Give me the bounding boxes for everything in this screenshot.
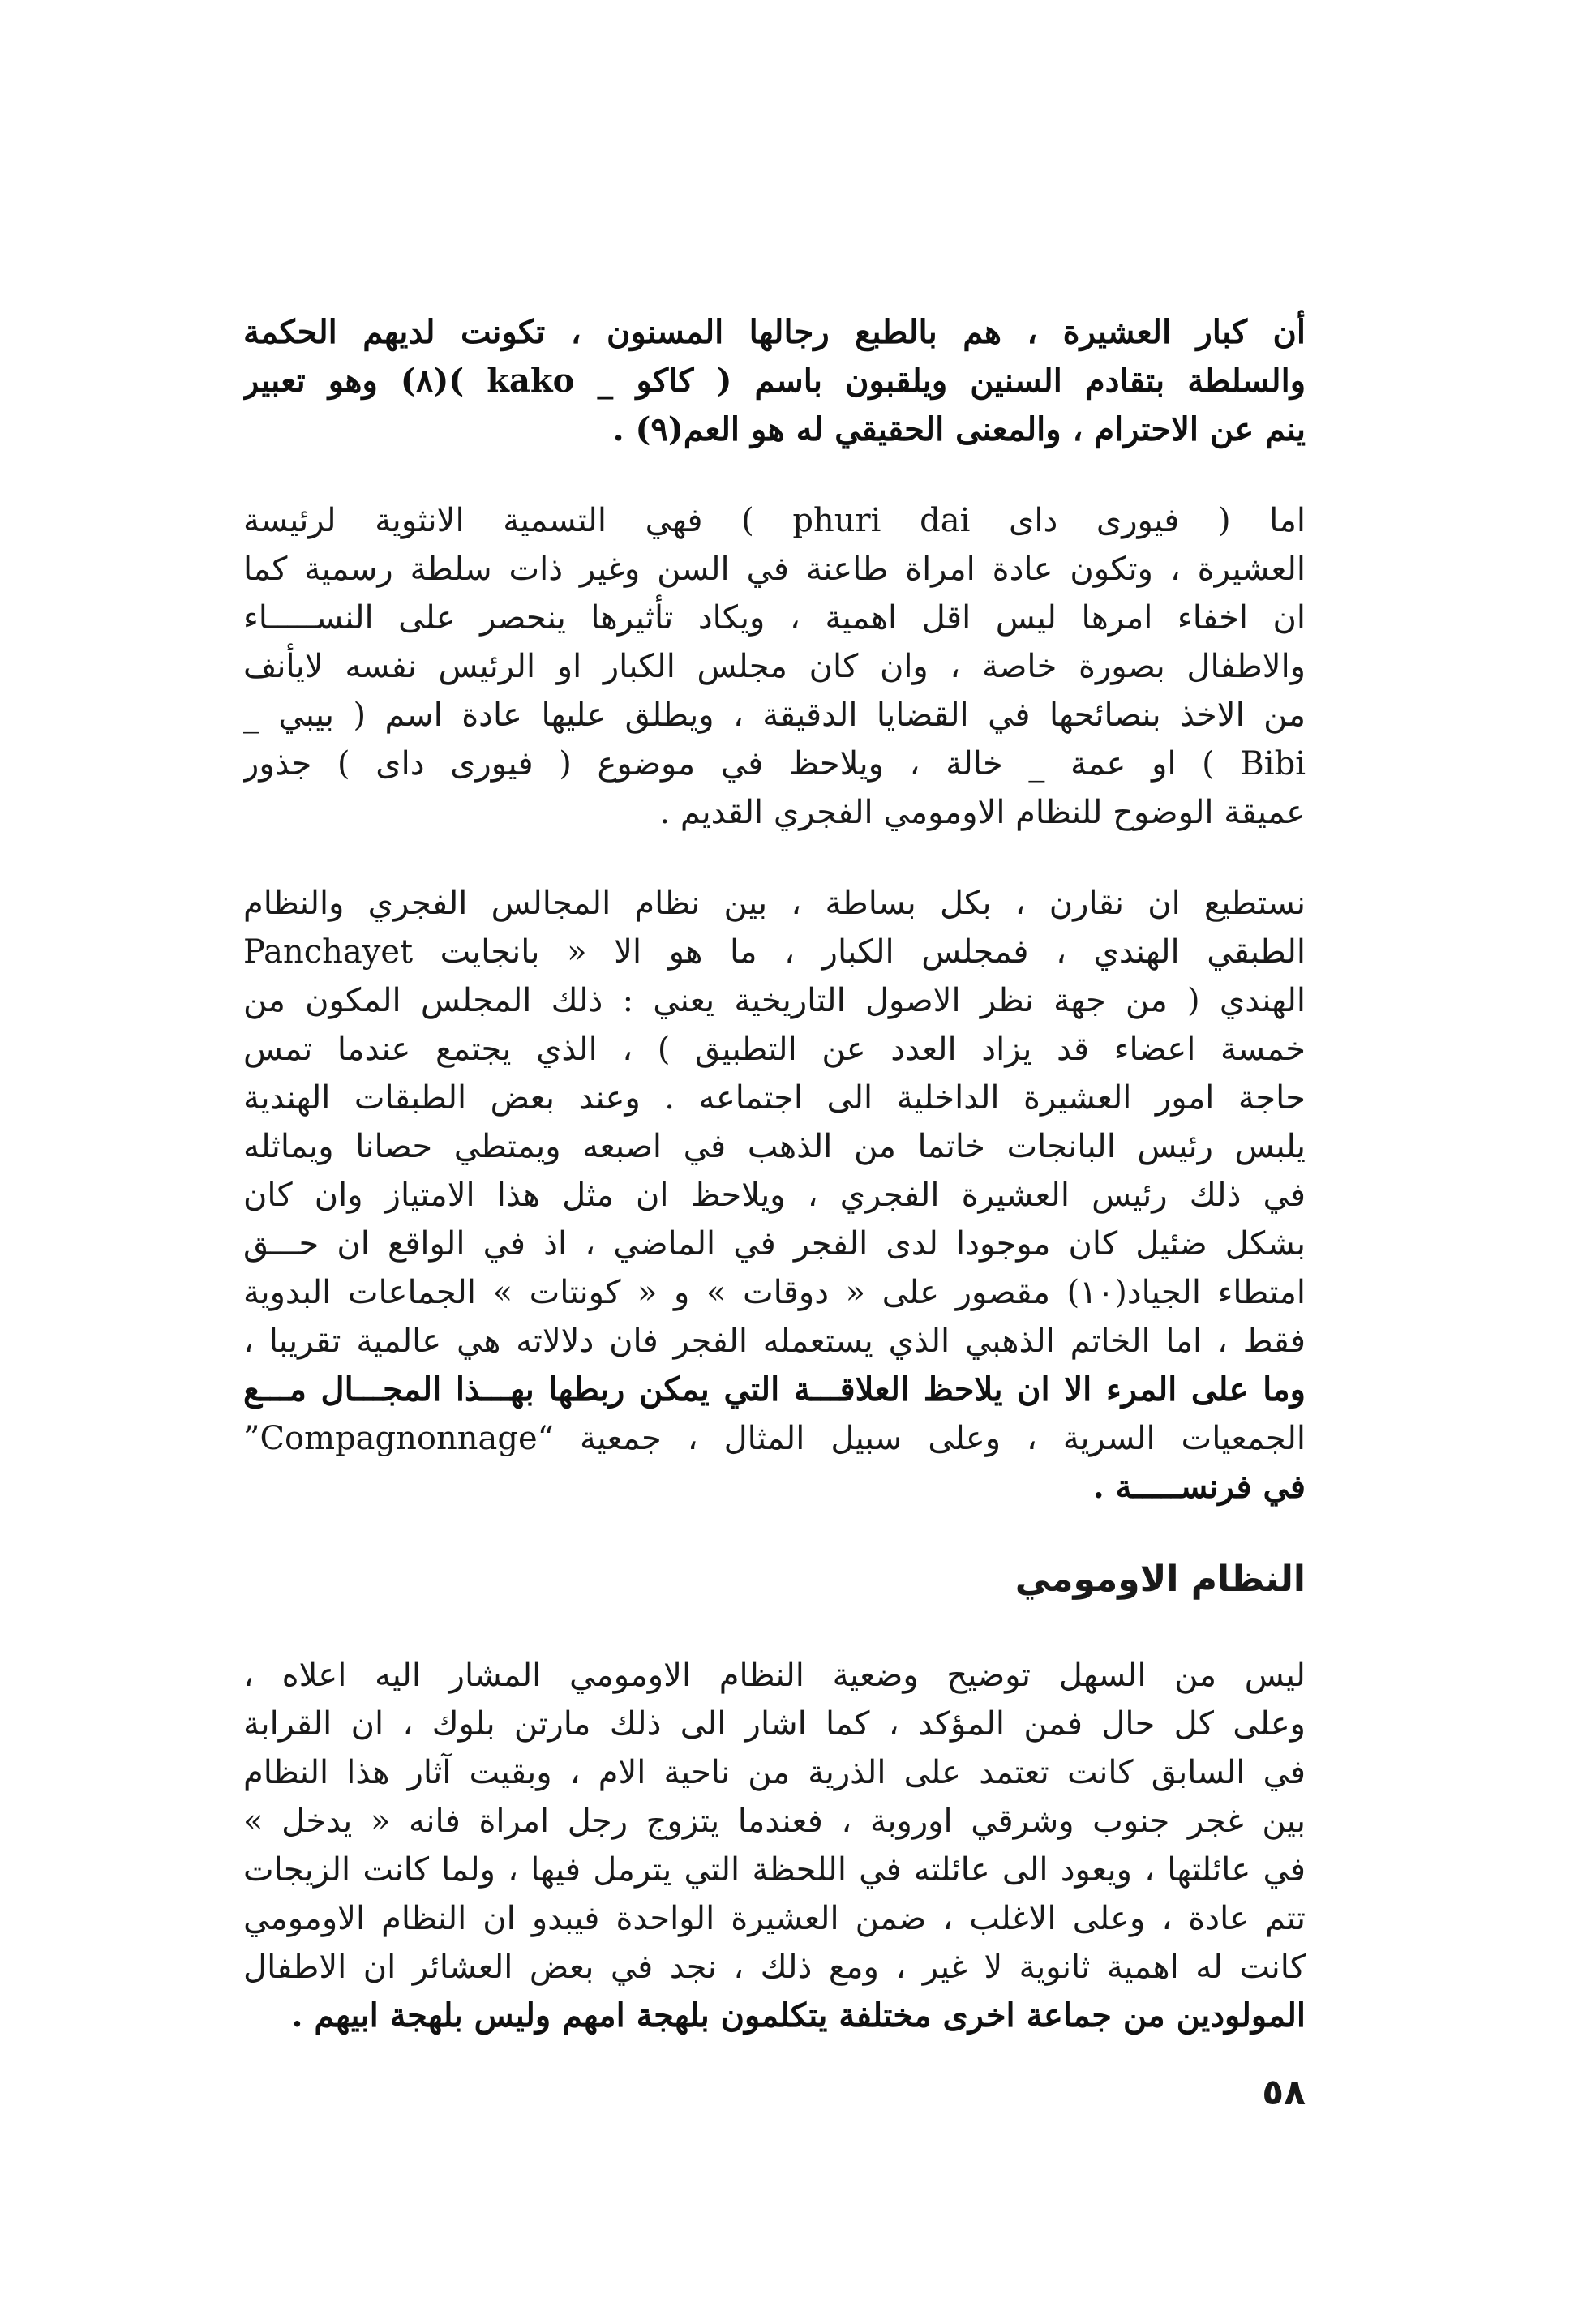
text-line: في السابق كانت تعتمد على الذرية من ناحية الام ، وبقيت آثار هذا النظام	[243, 1754, 1306, 1791]
page-number: ٥٨	[1262, 2072, 1306, 2113]
text-line: ليس من السهل توضيح وضعية النظام الاومومي المشار اليه اعلاه ،	[243, 1657, 1306, 1694]
text-line: نستطيع ان نقارن ، بكل بساطة ، بين نظام المجالس الفجري والنظام	[243, 885, 1306, 922]
text-line: يلبس رئيس البانجات خاتما من الذهب في اصبعه ويمتطي حصانا ويماثله	[243, 1128, 1306, 1165]
text-line: وما على المرء الا ان يلاحظ العلاقـــة التي يمكن ربطها بهـــذا المجـــال مـــع	[243, 1370, 1306, 1409]
text-line: العشيرة ، وتكون عادة امراة طاعنة في السن وغير ذات سلطة رسمية كما	[243, 551, 1306, 588]
text-line: تتم عادة ، وعلى الاغلب ، ضمن العشيرة الواحدة فيبدو ان النظام الاومومي	[243, 1900, 1306, 1937]
text-line: عميقة الوضوح للنظام الاومومي الفجري القديم .	[659, 794, 1306, 831]
paragraph-elders	[243, 308, 1306, 454]
text-line: الجمعيات السرية ، وعلى سبيل المثال ، جمعية “Compagnonnage”	[243, 1420, 1306, 1457]
text-line: ينم عن الاحترام ، والمعنى الحقيقي له هو العم(٩) .	[612, 410, 1306, 448]
paragraph-matrilineal	[243, 1651, 1306, 2040]
text-line: Bibi ) او عمة _ خالة ، ويلاحظ في موضوع ( فيورى داى ) جذور	[243, 745, 1306, 783]
text-line: خمسة اعضاء قد يزاد العدد عن التطبيق ) ، الذي يجتمع عندما تمس	[243, 1031, 1306, 1068]
text-line: حاجة امور العشيرة الداخلية الى اجتماعه . وعند بعض الطبقات الهندية	[243, 1079, 1306, 1117]
text-line: وعلى كل حال فمن المؤكد ، كما اشار الى ذلك مارتن بلوك ، ان القرابة	[243, 1705, 1306, 1743]
text-line: كانت له اهمية ثانوية لا غير ، ومع ذلك ، نجد في بعض العشائر ان الاطفال	[243, 1949, 1306, 1986]
text-line: في عائلتها ، ويعود الى عائلته في اللحظة التي يترمل فيها ، ولما كانت الزيجات	[243, 1851, 1306, 1889]
text-line: من الاخذ بنصائحها في القضايا الدقيقة ، ويطلق عليها عادة اسم ( بيبي _	[243, 697, 1306, 734]
text-line: فقط ، اما الخاتم الذهبي الذي يستعمله الفجر فان دلالاته هي عالمية تقريبا ،	[243, 1323, 1306, 1360]
text-line: امتطاء الجياد(١٠) مقصور على « دوقات » و « كونتات » الجماعات البدوية	[243, 1274, 1306, 1311]
text-line: والسلطة بتقادم السنين ويلقبون باسم ( كاكو _ kako )(٨) وهو تعبير	[243, 362, 1306, 400]
text-line: في ذلك رئيس العشيرة الفجري ، ويلاحظ ان مثل هذا الامتياز وان كان	[243, 1177, 1306, 1214]
text-line: والاطفال بصورة خاصة ، وان كان مجلس الكبار او الرئيس نفسه لايأنف	[243, 648, 1306, 685]
paragraph-panchayet	[243, 879, 1306, 1511]
section-heading: النظام الاومومي	[1014, 1559, 1306, 1600]
text-line: الطبقي الهندي ، فمجلس الكبار ، ما هو الا « بانجايت Panchayet	[243, 933, 1306, 971]
text-line: المولودين من جماعة اخرى مختلفة يتكلمون بلهجة امهم وليس بلهجة ابيهم .	[291, 1996, 1306, 2035]
text-line: في فرنســـــة .	[1092, 1468, 1306, 1506]
text-line: بشكل ضئيل كان موجودا لدى الفجر في الماضي ، اذ في الواقع ان حـــق	[243, 1225, 1306, 1263]
body-text	[243, 308, 1306, 2082]
text-line: أن كبار العشيرة ، هم بالطبع رجالها المسنون ، تكونت لديهم الحكمة	[243, 313, 1306, 351]
paragraph-phuri-dai	[243, 496, 1306, 837]
text-line: بين غجر جنوب وشرقي اوروبة ، فعندما يتزوج رجل امراة فانه « يدخل »	[243, 1803, 1306, 1840]
text-line: الهندي ( من جهة نظر الاصول التاريخية يعني : ذلك المجلس المكون من	[243, 982, 1306, 1019]
text-line: اما ( فيورى داى phuri dai ) فهي التسمية الانثوية لرئيسة	[243, 502, 1306, 539]
text-line: ان اخفاء امرها ليس اقل اهمية ، ويكاد تأثيرها ينحصر على النســـــاء	[243, 599, 1306, 637]
